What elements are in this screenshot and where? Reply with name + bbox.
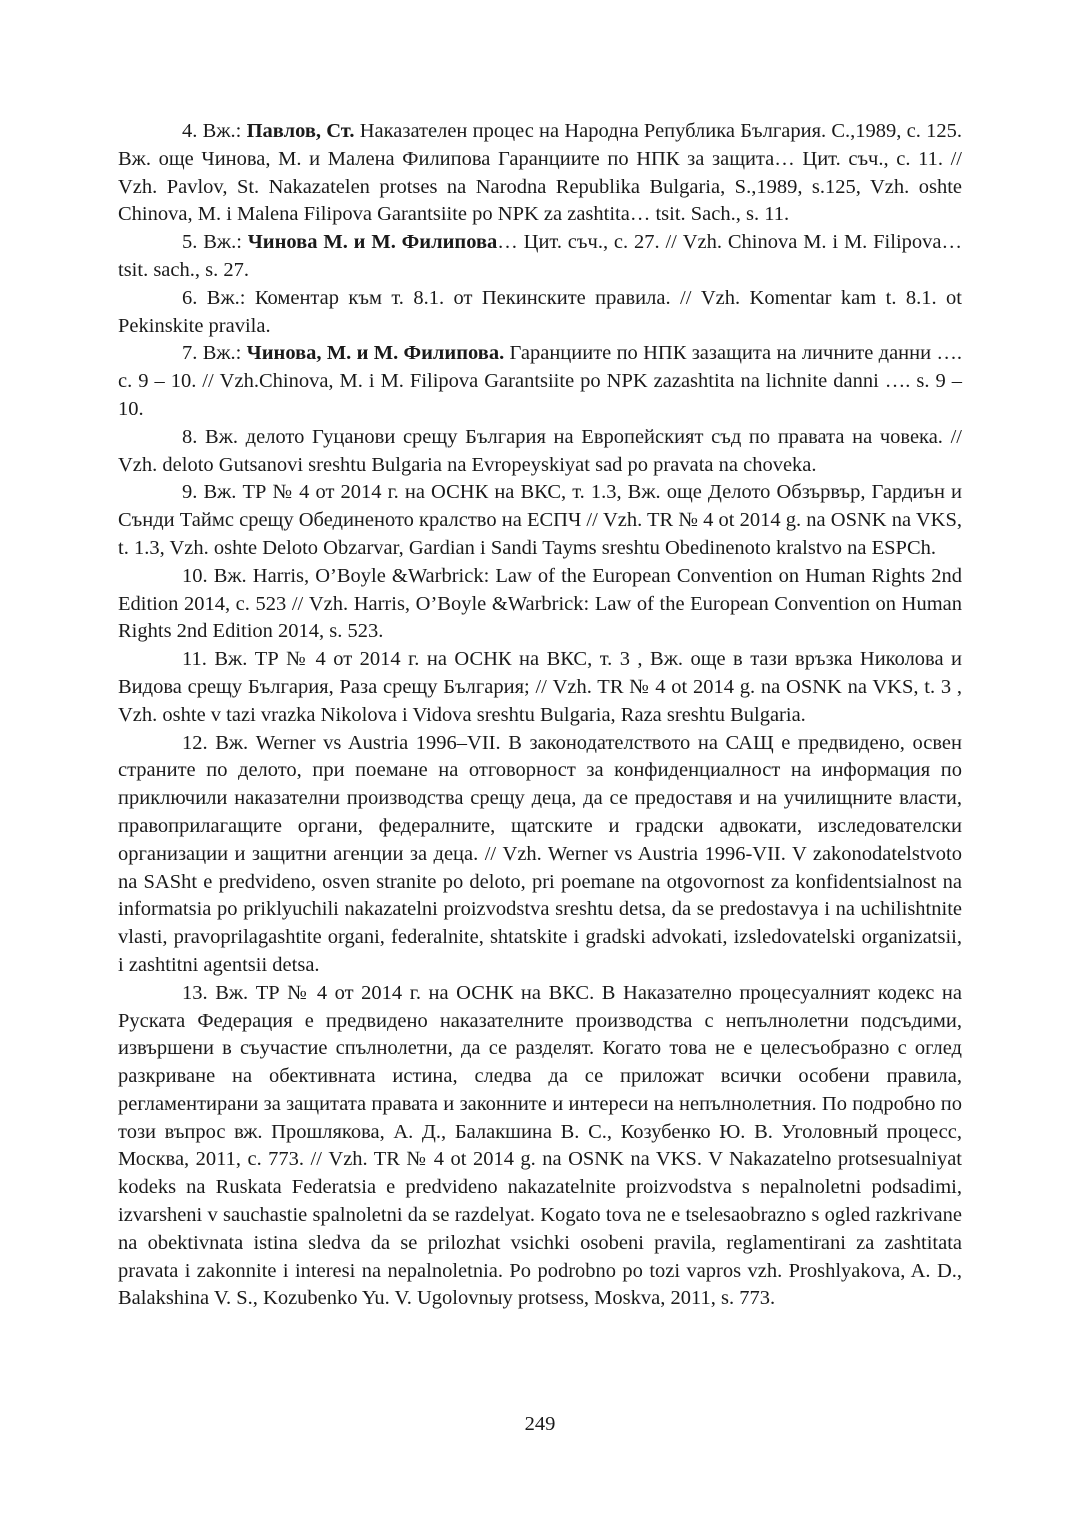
footnote-text: Вж. ТР № 4 от 2014 г. на ОСНК на ВКС. В Наказателно процесуалният кодекс на Руската Федерация е предвидено наказателните производства с непълнолетни подсъдими, извършени в съучастие спълнолетни, да се разделят. Когато това не е целесъобразно с оглед разкриване на обективната истина, следва да се приложат всички особени правила, регламентирани за защитата правата и законните и интереси на непълнолетния. По подробно по този въпрос вж. Прошлякова, А. Д., Балакшина В. С., Козубенко Ю. В. Уголовный процесс, Москва, 2011, с. 773. // Vzh. TR № 4 ot 2014 g. na OSNK na VKS. V Nakazatelno protsesualniyat kodeks na Ruskata Federatsia e predvideno nakazatelnite proizvodstva s nepalnoletni podsadimi, izvarsheni v sauchastie spalnoletni da se razdelyat. Kogato tova ne e tselesaobrazno s ogled razkrivane na obektivnata istina sledva da se prilozhat vsichki osobeni pravila, reglamentirani za zashtitata pravata i zakonnite i interesi na nepalnoletnia. Po podrobno po tozi vapros vzh. Proshlyakova, A. D., Balakshina V. S., Kozubenko Yu. V. Ugolovnыy protsess, Moskva, 2011, s. 773. bbox=[118, 981, 962, 1310]
footnote-lead: Вж.: bbox=[203, 231, 242, 254]
footnote-11 bbox=[118, 646, 962, 729]
footnote-7 bbox=[118, 340, 962, 423]
footnote-number: 10. bbox=[182, 564, 208, 587]
footnote-8 bbox=[118, 424, 962, 480]
footnote-author: Чинова М. и М. Филипова bbox=[247, 231, 498, 254]
footnote-4 bbox=[118, 118, 962, 229]
footnote-text: Вж. ТР № 4 от 2014 г. на ОСНК на ВКС, т. 3 , Вж. още в тази връзка Николова и Видова срещу България, Раза срещу България; // Vzh. TR № 4 ot 2014 g. na OSNK na VKS, t. 3 , Vzh. oshte v tazi vrazka Nikolova i Vidova sreshtu Bulgaria, Raza sreshtu Bulgaria. bbox=[118, 648, 963, 726]
footnote-number: 4. bbox=[182, 120, 198, 142]
footnote-number: 8. bbox=[182, 425, 198, 448]
footnote-text: Вж.: Коментар към т. 8.1. от Пекинските правила. // Vzh. Komentar kam t. 8.1. ot Pekinskite pravila. bbox=[118, 286, 962, 337]
footnote-text: Наказателен процес на Народна Република България. С.,1989, с. 125. Вж. още Чинова, М. и Малена Филипова Гаранциите по НПК за защита… Цит. съч., с. 11. // Vzh. Pavlov, St. Nakazatelen protses na Narodna Republika Bulgaria, S.,1989, s.125, Vzh. oshte Chinova, M. i Malena Filipova Garantsiite po NPK za zashtita… tsit. Sach., s. 11. bbox=[118, 120, 963, 226]
footnote-text: Вж. делото Гуцанови срещу България на Европейският съд по правата на човека. // Vzh. deloto Gutsanovi sreshtu Bulgaria na Evropeyskiyat sad po pravata na choveka. bbox=[118, 425, 962, 476]
footnote-number: 7. bbox=[182, 342, 198, 365]
footnote-text: Вж. Harris, O’Boyle &Warbrick: Law of the European Convention on Human Rights 2nd Edition 2014, с. 523 // Vzh. Harris, O’Boyle &Warbrick: Law of the European Convention on Human Rights 2nd Edition 2014, s. 523. bbox=[118, 564, 962, 643]
footnote-text: Вж. Werner vs Austria 1996–VII. В законодателството на САЩ е предвидено, освен страните по делото, при поемане на отговорност за конфиденциалност на информация по приключили наказателни производства срещу деца, да се предоставя и на училищните власти, правоприлагащите органи, федералните, щатските и градски адвокати, изследователски организации и защитни агенции за деца. // Vzh. Werner vs Austria 1996-VII. V zakonodatelstvoto na SASht e predvideno, osven stranite po deloto, pri poemane na otgovornost za konfidentsialnost na informatsia po priklyuchili nakazatelni proizvodstva sreshtu detsa, da se predostavya i na uchilishtnite vlasti, pravoprilagashtite organi, federalnite, shtatskite i gradski advokati, izsledovatelski organizatsii, i zashtitni agentsii detsa. bbox=[118, 731, 962, 976]
footnote-number: 11. bbox=[182, 648, 207, 671]
footnote-number: 12. bbox=[182, 731, 208, 754]
footnote-text: Вж. ТР № 4 от 2014 г. на ОСНК на ВКС, т. 1.3, Вж. още Делото Обзървър, Гардиън и Сънди Таймс срещу Обединеното кралство на ЕСПЧ // Vzh. TR № 4 ot 2014 g. na OSNK na VKS, t. 1.3, Vzh. oshte Deloto Obzarvar, Gardian i Sandi Tayms sreshtu Obedinenoto kralstvo na ESPCh. bbox=[118, 481, 963, 559]
footnote-number: 9. bbox=[182, 481, 198, 504]
footnote-10 bbox=[118, 563, 962, 646]
footnote-number: 5. bbox=[182, 231, 198, 254]
footnote-5 bbox=[118, 229, 962, 285]
footnotes-block bbox=[118, 118, 962, 1313]
footnote-lead: Вж.: bbox=[202, 120, 242, 142]
footnote-text: Гаранциите по НПК зазащита на личните данни …. с. 9 – 10. // Vzh.Chinova, M. i M. Filipova Garantsiite po NPK zazashtita na lichnite danni …. s. 9 – 10. bbox=[118, 342, 963, 420]
footnote-13 bbox=[118, 980, 962, 1314]
footnote-number: 13. bbox=[182, 981, 208, 1004]
footnote-12 bbox=[118, 730, 962, 980]
page-number: 249 bbox=[524, 1413, 556, 1435]
footnote-9 bbox=[118, 479, 962, 562]
footnote-author: Павлов, Ст. bbox=[246, 120, 355, 142]
footnote-text: … Цит. съч., с. 27. // Vzh. Chinova M. i M. Filipova… tsit. sach., s. 27. bbox=[118, 231, 962, 281]
footnote-number: 6. bbox=[182, 286, 198, 309]
footnote-6 bbox=[118, 285, 962, 341]
footnote-lead: Вж.: bbox=[202, 342, 242, 365]
footnote-author: Чинова, М. и М. Филипова. bbox=[246, 342, 505, 365]
